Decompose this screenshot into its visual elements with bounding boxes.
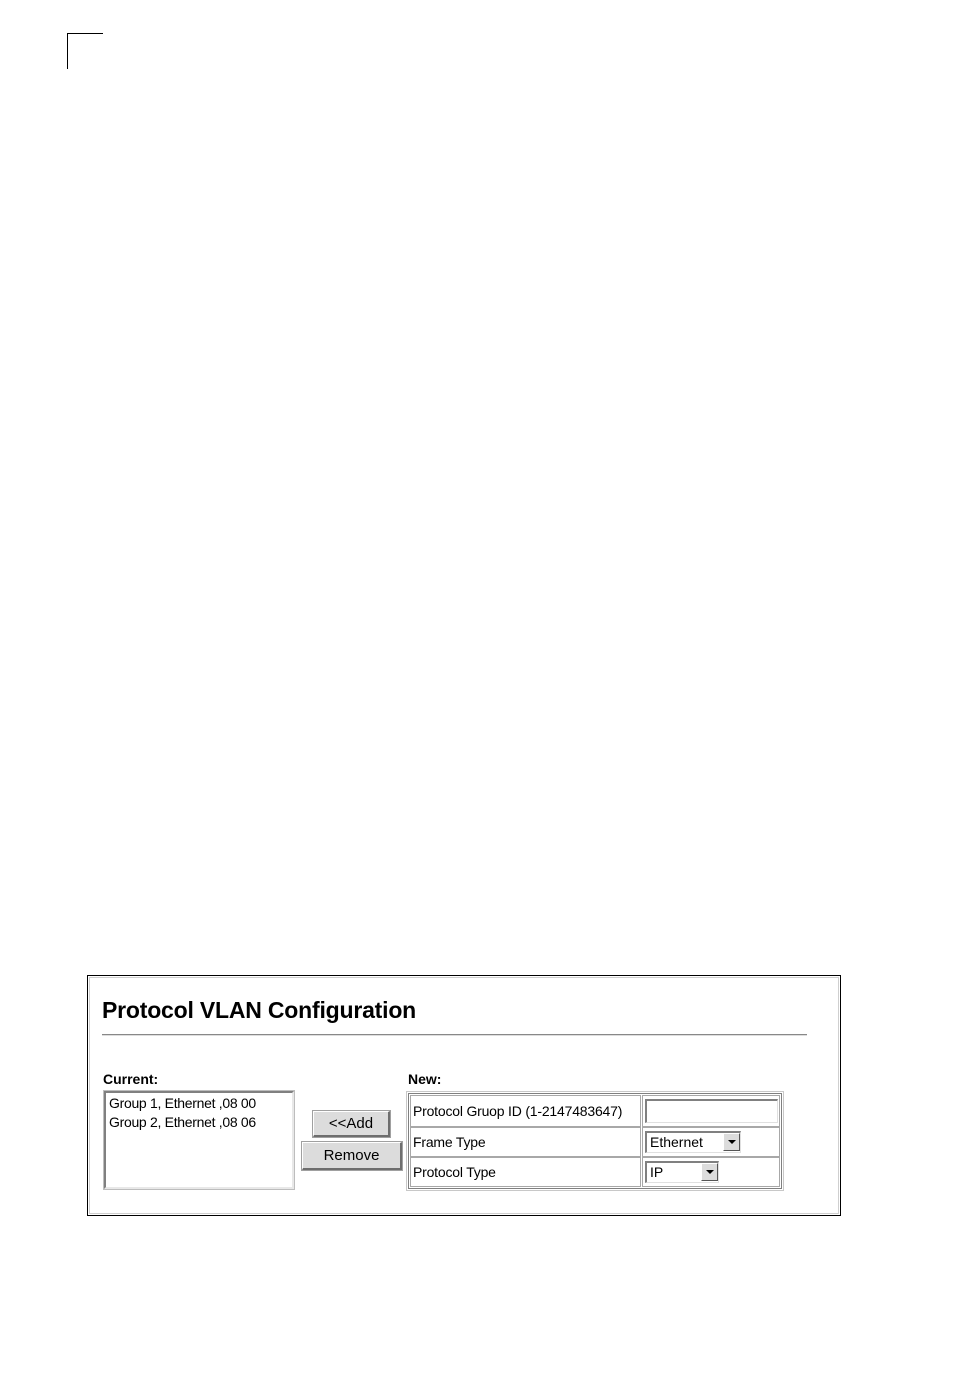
protocol-type-cell: [642, 1157, 780, 1187]
panel-inner-border: [89, 977, 839, 1214]
add-button[interactable]: <<Add: [313, 1111, 390, 1137]
frame-type-select[interactable]: [645, 1131, 741, 1153]
group-id-input[interactable]: [645, 1099, 778, 1123]
frame-type-label: Frame Type: [410, 1127, 641, 1157]
current-label: Current:: [103, 1071, 159, 1087]
frame-type-cell: [642, 1127, 780, 1157]
group-id-cell: [642, 1095, 780, 1127]
remove-button[interactable]: Remove: [302, 1142, 402, 1170]
list-item[interactable]: Group 2, Ethernet ,08 06: [109, 1114, 256, 1130]
list-item[interactable]: Group 1, Ethernet ,08 00: [109, 1095, 256, 1111]
new-label: New:: [408, 1071, 442, 1087]
chevron-down-icon[interactable]: [701, 1163, 718, 1181]
protocol-type-row: [409, 1157, 781, 1187]
current-groups-listbox[interactable]: [104, 1091, 294, 1189]
protocol-type-select[interactable]: [645, 1161, 719, 1183]
page-title: Protocol VLAN Configuration: [102, 997, 417, 1023]
group-id-row: [409, 1095, 781, 1127]
chevron-down-icon[interactable]: [723, 1133, 740, 1151]
frame-type-value: Ethernet: [650, 1134, 703, 1150]
protocol-type-label: Protocol Type: [410, 1157, 641, 1187]
crop-mark: [67, 33, 103, 69]
new-group-form: [408, 1093, 782, 1189]
protocol-type-value: IP: [650, 1164, 664, 1180]
title-divider: [102, 1034, 807, 1036]
group-id-label: Protocol Gruop ID (1-2147483647): [410, 1095, 641, 1127]
protocol-vlan-panel: [87, 975, 841, 1216]
frame-type-row: [409, 1127, 781, 1157]
